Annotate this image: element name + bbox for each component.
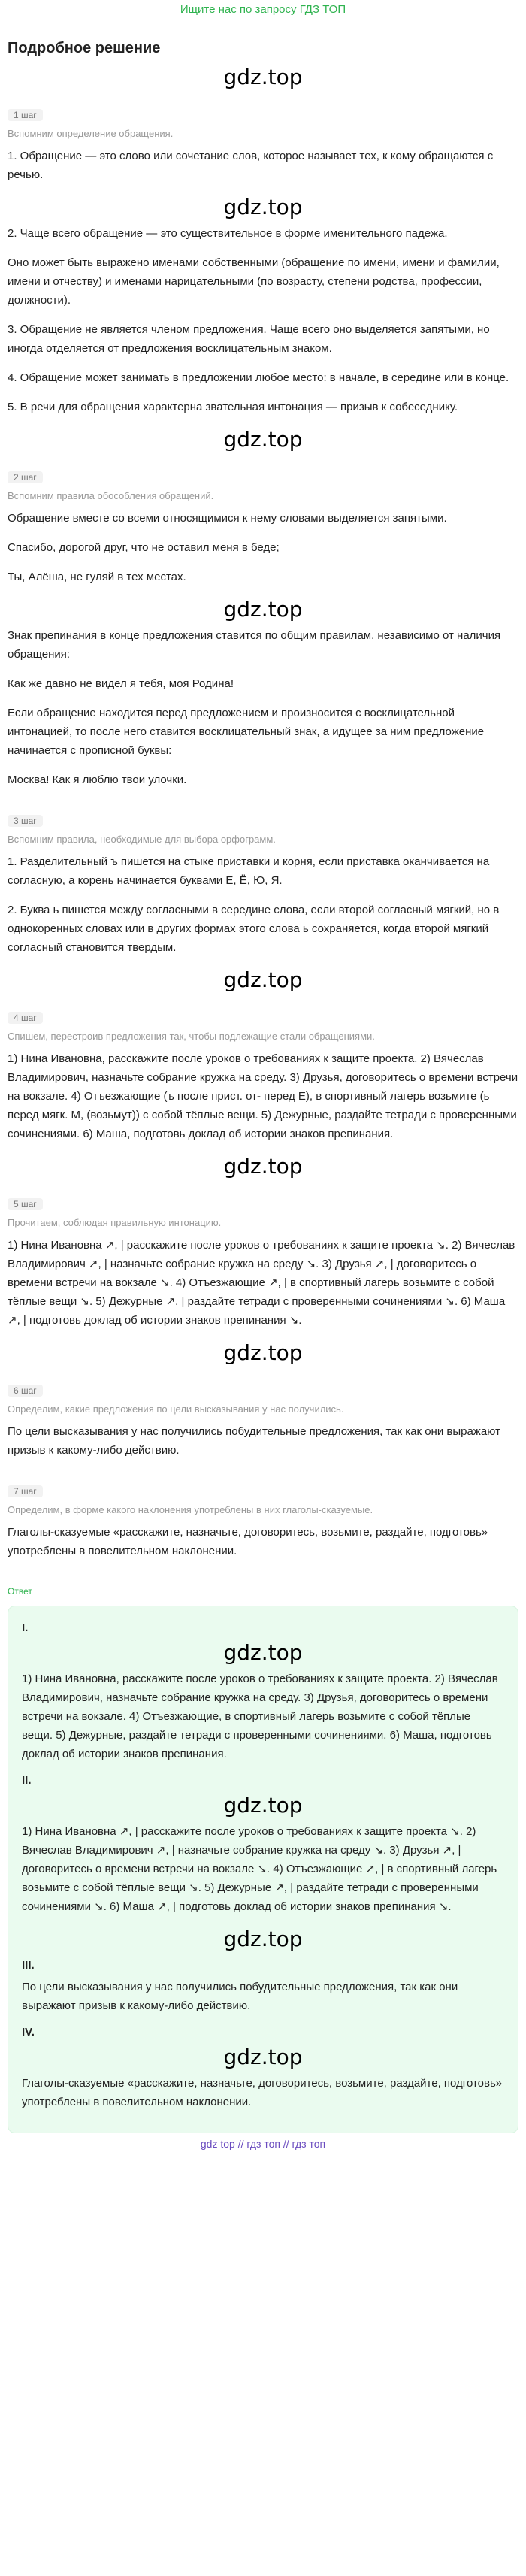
watermark: gdz.top (223, 427, 303, 452)
step-paragraph: 3. Обращение не является членом предложения. Чаще всего оно выделяется запятыми, но иногда отделяется от предложения восклицательным знаком. (8, 323, 490, 355)
answer-section-text: 1) Нина Ивановна, расскажите после уроков о требованиях к защите проекта. 2) Вячеслав Владимирович, назначьте собрание кружка на среду. 3) Друзья, договоритесь о времени встречи на вокзале. 4) Отъезжающие, в спортивный лагерь возьмите с собой тёплые вещи. 5) Дежурные, раздайте тетради с проверенными сочинениями. 6) Маша, подготовь доклад об истории знаков препинания. (22, 1672, 498, 1760)
step-paragraph: 2. Чаще всего обращение — это существительное в форме именительного падежа. (8, 227, 448, 240)
step-intro: Вспомним правила, необходимые для выбора орфограмм. (8, 834, 276, 845)
answer-section-num: III. (22, 1959, 35, 1972)
step-2 (0, 456, 526, 789)
footer-links[interactable]: gdz top // гдз топ // гдз топ (200, 2138, 326, 2150)
step-4 (0, 997, 526, 1143)
watermark: gdz.top (223, 1927, 303, 1951)
step-intro: Прочитаем, соблюдая правильную интонацию. (8, 1217, 222, 1228)
step-5 (0, 1183, 526, 1330)
step-paragraph: 2. Буква ь пишется между согласными в середине слова, если второй согласный мягкий, но в однокоренных словах или в других формах этого слова ь сохраняется, когда второй мягкий согласный становится твердым. (8, 904, 500, 954)
step-label: 3 шаг (8, 815, 43, 827)
step-paragraph: 1. Обращение — это слово или сочетание слов, которое называет тех, к кому обращаются с речью. (8, 150, 494, 181)
step-paragraph: По цели высказывания у нас получились побудительные предложения, так как они выражают призыв к какому-либо действию. (8, 1425, 500, 1457)
watermark: gdz.top (223, 1640, 303, 1665)
step-paragraph: Москва! Как я люблю твои улочки. (8, 773, 187, 786)
step-paragraph: 5. В речи для обращения характерна звательная интонация — призыв к собеседнику. (8, 401, 458, 413)
step-label: 7 шаг (8, 1485, 43, 1497)
step-paragraph: 1) Нина Ивановна ↗, | расскажите после уроков о требованиях к защите проекта ↘. 2) Вячеслав Владимирович ↗, | назначьте собрание кружка на среду ↘. 3) Друзья ↗, | договоритесь о времени встречи на вокзале ↘. 4) Отъезжающие ↗, | в спортивный лагерь возьмите с собой тёплые вещи ↘. 5) Дежурные ↗, | раздайте тетради с проверенными сочинениями ↘. 6) Маша ↗, | подготовь доклад об истории знаков препинания ↘. (8, 1239, 515, 1327)
step-intro: Определим, какие предложения по цели высказывания у нас получились. (8, 1403, 344, 1415)
watermark: gdz.top (223, 65, 303, 89)
step-paragraph: Глаголы-сказуемые «расскажите, назначьте, договоритесь, возьмите, раздайте, подготовь» употреблены в повелительном наклонении. (8, 1526, 488, 1557)
answer-section-text: Глаголы-сказуемые «расскажите, назначьте, договоритесь, возьмите, раздайте, подготовь» употреблены в повелительном наклонении. (22, 2077, 503, 2108)
answer-section-text: По цели высказывания у нас получились побудительные предложения, так как они выражают призыв к какому-либо действию. (22, 1981, 458, 2012)
answer-section-num: IV. (22, 2026, 35, 2039)
step-6 (0, 1370, 526, 1460)
step-label: 4 шаг (8, 1012, 43, 1024)
step-paragraph: Оно может быть выражено именами собственными (обращение по имени, имени и фамилии, имени и отчеству) и именами нарицательными (по возрасту, степени родства, профессии, должности). (8, 256, 500, 307)
step-intro: Вспомним определение обращения. (8, 128, 174, 139)
step-label: 2 шаг (8, 471, 43, 483)
watermark: gdz.top (223, 195, 303, 219)
step-intro: Спишем, перестроив предложения так, чтобы подлежащие стали обращениями. (8, 1031, 375, 1042)
step-paragraph: Если обращение находится перед предложением и произносится с восклицательной интонацией, то после него ставится восклицательный знак, а идущее за ним предложение начинается с прописной буквы: (8, 707, 485, 757)
answer-box (8, 1606, 518, 2133)
watermark: gdz.top (223, 967, 303, 992)
step-label: 1 шаг (8, 109, 43, 121)
step-paragraph: 1) Нина Ивановна, расскажите после уроков о требованиях к защите проекта. 2) Вячеслав Владимирович, назначьте собрание кружка на среду. 3) Друзья, договоритесь о времени встречи на вокзале. 4) Отъезжающие (ъ после прист. от- перед Е), в спортивный лагерь возьмите (ь перед мягк. М, (возьмут)) с собой тёплые вещи. 5) Дежурные, раздайте тетради с проверенными сочинениями. 6) Маша, подготовь доклад об истории знаков препинания. (8, 1052, 518, 1140)
step-label: 6 шаг (8, 1385, 43, 1397)
answer-badge: Ответ (8, 1586, 32, 1597)
step-paragraph: Спасибо, дорогой друг, что не оставил меня в беде; (8, 541, 280, 554)
step-1 (0, 94, 526, 416)
answer-section-text: 1) Нина Ивановна ↗, | расскажите после уроков о требованиях к защите проекта ↘. 2) Вячеслав Владимирович ↗, | назначьте собрание кружка на среду ↘. 3) Друзья ↗, | договоритесь о времени встречи на вокзале ↘. 4) Отъезжающие ↗, | в спортивный лагерь возьмите с собой тёплые вещи ↘. 5) Дежурные ↗, | раздайте тетради с проверенными сочинениями ↘. 6) Маша ↗, | подготовь доклад об истории знаков препинания ↘. (22, 1825, 497, 1913)
answer-section-num: I. (22, 1621, 29, 1634)
watermark: gdz.top (223, 597, 303, 622)
watermark: gdz.top (223, 1340, 303, 1365)
step-paragraph: Ты, Алёша, не гуляй в тех местах. (8, 571, 186, 583)
page-title: Подробное решение (8, 40, 161, 56)
step-paragraph: 4. Обращение может занимать в предложении любое место: в начале, в середине или в конце. (8, 371, 509, 384)
step-paragraph: Как же давно не видел я тебя, моя Родина! (8, 677, 234, 690)
step-label: 5 шаг (8, 1198, 43, 1210)
step-intro: Определим, в форме какого наклонения употреблены в них глаголы-сказуемые. (8, 1504, 373, 1515)
step-3 (0, 800, 526, 957)
watermark: gdz.top (223, 1154, 303, 1179)
step-paragraph: 1. Разделительный ъ пишется на стыке приставки и корня, если приставка оканчивается на согласную, а корень начинается буквами Е, Ё, Ю, Я. (8, 855, 490, 887)
watermark: gdz.top (223, 1793, 303, 1818)
step-paragraph: Знак препинания в конце предложения ставится по общим правилам, независимо от наличия обращения: (8, 629, 501, 661)
answer-section-num: II. (22, 1774, 32, 1787)
step-7 (0, 1470, 526, 1560)
top-banner[interactable]: Ищите нас по запросу ГДЗ ТОП (180, 3, 346, 16)
step-paragraph: Обращение вместе со всеми относящимися к нему словами выделяется запятыми. (8, 512, 447, 525)
watermark: gdz.top (223, 2045, 303, 2069)
step-intro: Вспомним правила обособления обращений. (8, 490, 214, 501)
